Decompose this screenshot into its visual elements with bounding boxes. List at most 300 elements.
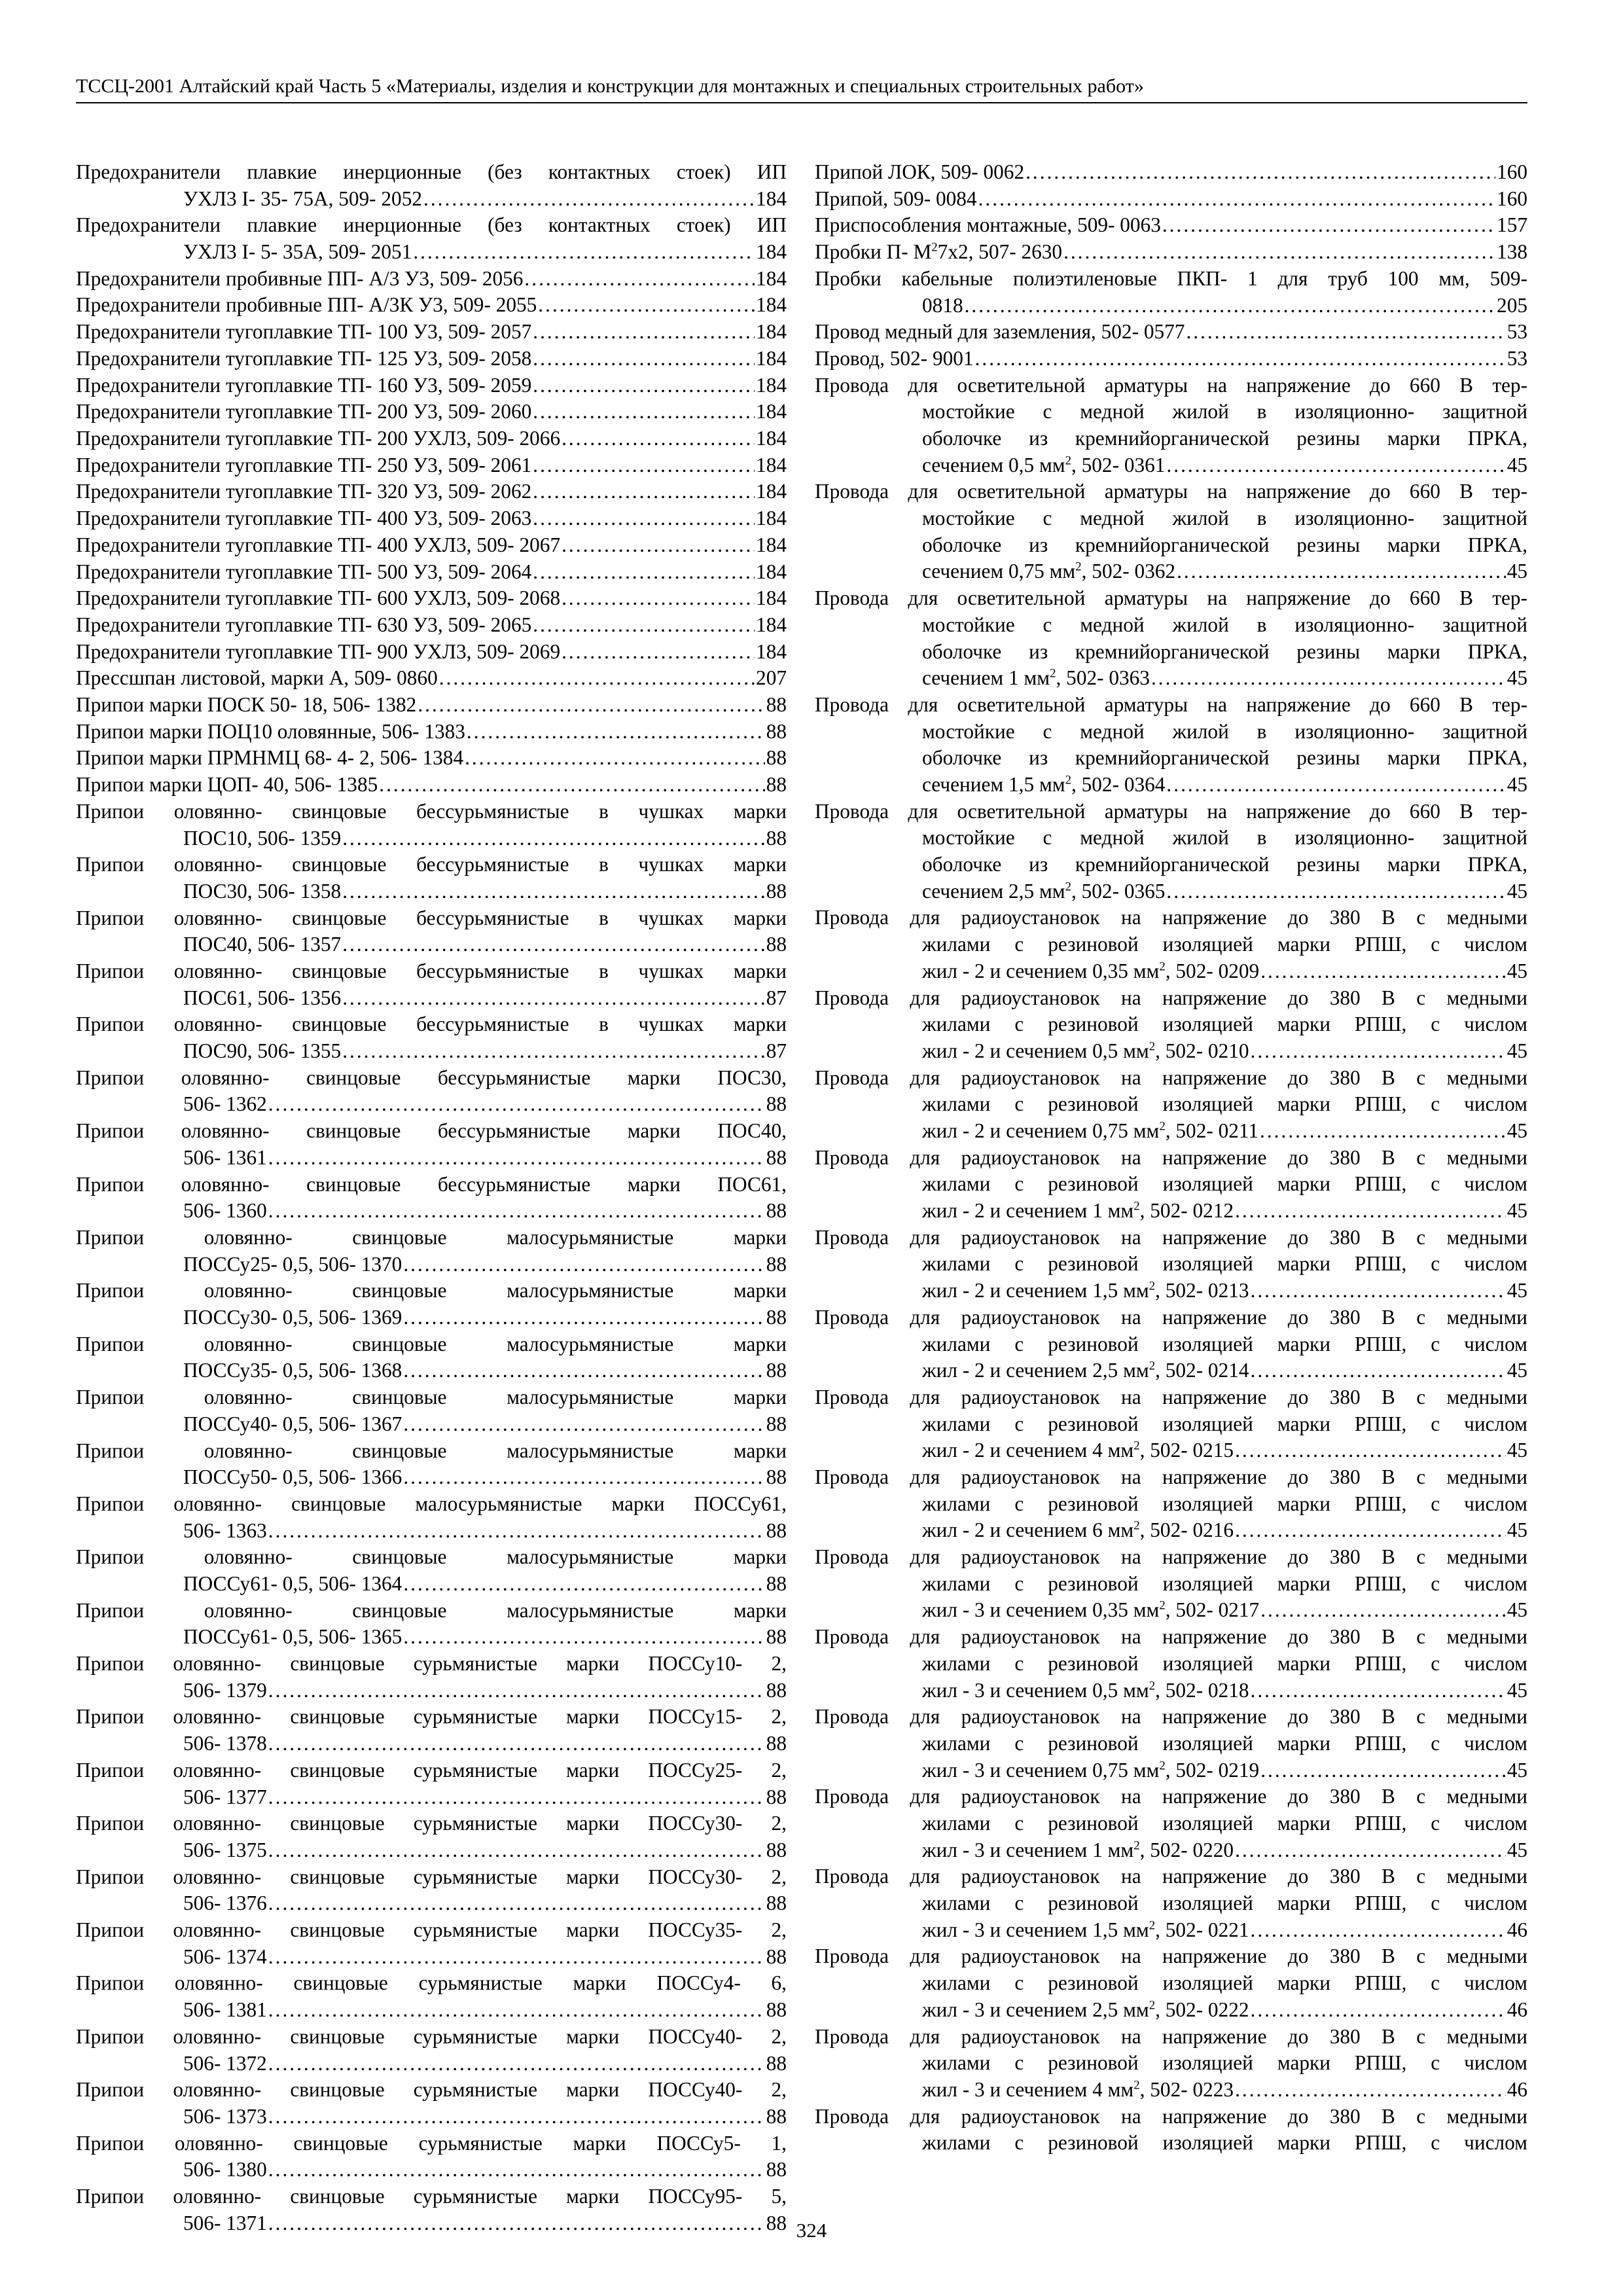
index-entry bbox=[76, 1651, 787, 1704]
index-entry-page: 88 bbox=[766, 1092, 787, 1116]
index-entry-page: 88 bbox=[766, 1625, 787, 1649]
index-entry bbox=[76, 266, 787, 293]
dot-leader bbox=[342, 931, 765, 958]
dot-leader bbox=[562, 425, 755, 452]
index-entry-page: 45 bbox=[1507, 772, 1527, 796]
index-entry-line: Припои оловянно- свинцовые малосурьмянистые марки bbox=[76, 1279, 787, 1302]
index-entry bbox=[815, 1624, 1527, 1704]
index-entry-text: Прессшпан листовой, марки А, 509- 0860 bbox=[76, 666, 438, 690]
index-entry-page: 88 bbox=[766, 1306, 787, 1329]
index-entry bbox=[76, 1491, 787, 1544]
index-entry-line: Провода для радиоустановок на напряжение до 380 В с медными bbox=[815, 1305, 1527, 1329]
index-entry-line: Припои оловянно- свинцовые малосурьмянистые марки bbox=[76, 1332, 787, 1355]
dot-leader bbox=[1186, 319, 1505, 346]
index-entry bbox=[815, 1863, 1527, 1943]
page-number: 324 bbox=[796, 2219, 827, 2242]
index-entry bbox=[815, 2024, 1527, 2104]
index-entry bbox=[76, 852, 787, 905]
index-entry bbox=[76, 1384, 787, 1437]
index-entry-page: 184 bbox=[756, 293, 787, 317]
index-entry bbox=[76, 585, 787, 612]
index-entry-text: 506- 1362 bbox=[183, 1092, 267, 1116]
index-entry-page: 88 bbox=[766, 773, 787, 797]
index-entry-page: 184 bbox=[756, 533, 787, 556]
dot-leader bbox=[1166, 878, 1505, 905]
index-entry bbox=[76, 159, 787, 212]
index-entry-line: Припои оловянно- свинцовые сурьмянистые марки ПОССу4- 6, bbox=[76, 1971, 787, 1995]
index-entry-text: ПОССу35- 0,5, 506- 1368 bbox=[183, 1359, 402, 1382]
index-entry-line: Провода для радиоустановок на напряжение до 380 В с медными bbox=[815, 2024, 1527, 2048]
index-entry-line: Пробки кабельные полиэтиленовые ПКП- 1 для труб 100 мм, 509- bbox=[815, 266, 1527, 290]
index-entry-text: жил - 2 и сечением 0,35 $мм^2$, 502- 0209 bbox=[922, 959, 1260, 982]
index-entry-page: 88 bbox=[766, 1199, 787, 1223]
dot-leader bbox=[418, 692, 764, 719]
index-entry-page: 184 bbox=[756, 480, 787, 503]
index-entry-line: Провода для осветительной арматуры на напряжение до 660 В тер- bbox=[815, 373, 1527, 397]
dot-leader bbox=[533, 559, 755, 586]
index-entry-page: 88 bbox=[766, 933, 787, 956]
index-entry bbox=[815, 346, 1527, 372]
index-entry-page: 45 bbox=[1507, 666, 1527, 690]
index-entry-line: Припои оловянно- свинцовые сурьмянистые марки ПОССу35- 2, bbox=[76, 1918, 787, 1942]
index-entry-text: Предохранители тугоплавкие ТП- 100 У3, 509- 2057 bbox=[76, 320, 532, 344]
index-entry-page: 184 bbox=[756, 453, 787, 476]
index-entry-line: жилами с резиновой изоляцией марки РПШ, с числом bbox=[922, 1172, 1527, 1196]
dot-leader bbox=[268, 2104, 765, 2130]
index-entry-page: 184 bbox=[756, 240, 787, 264]
index-entry bbox=[815, 319, 1527, 346]
index-entry bbox=[76, 1118, 787, 1171]
index-entry-line: Припои оловянно- свинцовые сурьмянистые марки ПОССу10- 2, bbox=[76, 1652, 787, 1676]
index-entry-text: 506- 1363 bbox=[183, 1518, 267, 1542]
index-entry-line: жилами с резиновой изоляцией марки РПШ, с числом bbox=[922, 1013, 1527, 1036]
index-entry-text: ПОССу61- 0,5, 506- 1365 bbox=[183, 1625, 402, 1649]
dot-leader bbox=[1235, 1198, 1506, 1225]
index-entry bbox=[76, 319, 787, 346]
index-entry-line: Припои оловянно- свинцовые бессурьмянистые в чушках марки bbox=[76, 960, 787, 983]
dot-leader bbox=[1251, 1278, 1506, 1304]
index-entry-page: 46 bbox=[1507, 2077, 1527, 2101]
index-entry bbox=[76, 559, 787, 586]
dot-leader bbox=[342, 878, 765, 905]
index-entry bbox=[815, 266, 1527, 319]
index-entry-line: Припои оловянно- свинцовые малосурьмянистые марки bbox=[76, 1225, 787, 1249]
dot-leader bbox=[562, 639, 755, 666]
index-entry-text: Приспособления монтажные, 509- 0063 bbox=[815, 213, 1161, 237]
index-entry-line: Припои оловянно- свинцовые сурьмянистые марки ПОССу40- 2, bbox=[76, 2078, 787, 2102]
index-entry-page: 88 bbox=[766, 2158, 787, 2181]
index-entry bbox=[76, 1544, 787, 1597]
index-entry-text: 506- 1361 bbox=[183, 1145, 267, 1169]
index-entry-text: Предохранители тугоплавкие ТП- 250 У3, 509- 2061 bbox=[76, 453, 532, 476]
index-entry bbox=[76, 2130, 787, 2183]
index-entry bbox=[815, 212, 1527, 239]
dot-leader bbox=[403, 1251, 764, 1278]
index-entry-page: 45 bbox=[1507, 453, 1527, 476]
dot-leader bbox=[1251, 1357, 1506, 1384]
dot-leader bbox=[1151, 665, 1506, 692]
index-entry-text: УХЛ3 I- 35- 75А, 509- 2052 bbox=[183, 187, 423, 210]
index-entry-page: 45 bbox=[1507, 1678, 1527, 1702]
index-entry-page: 184 bbox=[756, 266, 787, 290]
dot-leader bbox=[562, 532, 755, 559]
index-entry bbox=[76, 719, 787, 745]
index-entry-page: 88 bbox=[766, 826, 787, 850]
dot-leader bbox=[1063, 239, 1495, 266]
dot-leader bbox=[268, 2157, 765, 2183]
dot-leader bbox=[533, 346, 755, 372]
index-entry bbox=[76, 1011, 787, 1064]
index-entry-page: 184 bbox=[756, 427, 787, 450]
dot-leader bbox=[1235, 1437, 1506, 1464]
index-column-left bbox=[76, 159, 787, 2236]
index-entry-text: жил - 2 и сечением 2,5 $мм^2$, 502- 0214 bbox=[922, 1359, 1249, 1382]
dot-leader bbox=[1260, 1597, 1506, 1624]
index-entry-text: 506- 1373 bbox=[183, 2104, 267, 2128]
index-entry-text: ПОССу61- 0,5, 506- 1364 bbox=[183, 1572, 402, 1595]
dot-leader bbox=[268, 1890, 765, 1917]
index-entry-line: оболочке из кремнийорганической резины марки ПРКА, bbox=[922, 639, 1527, 663]
index-entry-line: оболочке из кремнийорганической резины марки ПРКА, bbox=[922, 746, 1527, 770]
index-entry-line: Предохранители плавкие инерционные (без контактных стоек) ИП bbox=[76, 160, 787, 183]
dot-leader bbox=[1251, 1997, 1506, 2024]
index-entry-line: мостойкие с медной жилой в изоляционно- защитной bbox=[922, 400, 1527, 423]
index-entry bbox=[76, 1172, 787, 1225]
index-entry-page: 88 bbox=[766, 746, 787, 770]
dot-leader bbox=[524, 266, 755, 293]
index-entry-text: Предохранители тугоплавкие ТП- 400 У3, 509- 2063 bbox=[76, 507, 532, 530]
index-entry-page: 88 bbox=[766, 1412, 787, 1435]
dot-leader bbox=[268, 1944, 765, 1971]
index-entry-page: 45 bbox=[1507, 1199, 1527, 1223]
dot-leader bbox=[268, 1837, 765, 1864]
index-entry-page: 88 bbox=[766, 2051, 787, 2075]
index-entry-text: 506- 1374 bbox=[183, 1945, 267, 1968]
dot-leader bbox=[268, 1997, 765, 2024]
index-entry bbox=[815, 1065, 1527, 1145]
dot-leader bbox=[1260, 1757, 1506, 1784]
index-entry-text: Предохранители тугоплавкие ТП- 900 УХЛ3, 509- 2069 bbox=[76, 639, 561, 663]
index-entry-line: Провода для радиоустановок на напряжение до 380 В с медными bbox=[815, 1625, 1527, 1649]
index-entry-line: Провода для осветительной арматуры на напряжение до 660 В тер- bbox=[815, 586, 1527, 610]
index-entry bbox=[76, 958, 787, 1011]
index-entry-text: 506- 1375 bbox=[183, 1838, 267, 1861]
index-entry bbox=[815, 692, 1527, 798]
index-entry-page: 88 bbox=[766, 1678, 787, 1702]
index-entry-text: Предохранители тугоплавкие ТП- 160 У3, 509- 2059 bbox=[76, 373, 532, 397]
index-entry bbox=[815, 1704, 1527, 1784]
index-entry-page: 184 bbox=[756, 560, 787, 583]
index-entry bbox=[76, 772, 787, 798]
index-entry-text: 506- 1378 bbox=[183, 1732, 267, 1755]
index-entry bbox=[76, 425, 787, 452]
index-entry-page: 88 bbox=[766, 1838, 787, 1861]
index-entry-page: 87 bbox=[766, 1039, 787, 1063]
dot-leader bbox=[403, 1357, 764, 1384]
index-entry-text: Припой ЛОК, 509- 0062 bbox=[815, 160, 1025, 183]
index-entry-page: 45 bbox=[1507, 1758, 1527, 1782]
index-entry bbox=[815, 1784, 1527, 1863]
index-entry-text: Припои марки ПРМНМЦ 68- 4- 2, 506- 1384 bbox=[76, 746, 464, 770]
index-entry-page: 45 bbox=[1507, 560, 1527, 583]
index-entry-page: 88 bbox=[766, 719, 787, 743]
index-entry bbox=[76, 798, 787, 852]
index-entry-page: 45 bbox=[1507, 1279, 1527, 1302]
index-entry-page: 184 bbox=[756, 400, 787, 423]
index-entry bbox=[815, 905, 1527, 984]
index-entry-text: жил - 3 и сечением 0,75 $мм^2$, 502- 0219 bbox=[922, 1758, 1260, 1782]
index-entry bbox=[815, 1145, 1527, 1225]
index-entry-page: 53 bbox=[1507, 320, 1527, 344]
index-entry-text: 506- 1381 bbox=[183, 1998, 267, 2022]
index-entry-text: Предохранители пробивные ПП- А/3К У3, 509- 2055 bbox=[76, 293, 537, 317]
dot-leader bbox=[965, 293, 1495, 319]
dot-leader bbox=[403, 1571, 764, 1598]
index-entry-line: жилами с резиновой изоляцией марки РПШ, с числом bbox=[922, 1092, 1527, 1116]
index-entry-page: 88 bbox=[766, 2104, 787, 2128]
index-entry-line: оболочке из кремнийорганической резины марки ПРКА, bbox=[922, 533, 1527, 556]
index-entry bbox=[76, 612, 787, 639]
index-entry bbox=[815, 1464, 1527, 1544]
index-entry-text: Предохранители тугоплавкие ТП- 200 У3, 509- 2060 bbox=[76, 400, 532, 423]
dot-leader bbox=[1235, 2077, 1506, 2104]
running-header: ТССЦ-2001 Алтайский край Часть 5 «Материалы, изделия и конструкции для монтажных и специальных строительных работ» bbox=[76, 73, 1527, 103]
index-entry-page: 184 bbox=[756, 346, 787, 370]
index-entry-line: Припои оловянно- свинцовые сурьмянистые марки ПОССу95- 5, bbox=[76, 2185, 787, 2208]
index-entry bbox=[76, 292, 787, 319]
dot-leader bbox=[533, 399, 755, 425]
index-entry-page: 87 bbox=[766, 986, 787, 1009]
index-entry bbox=[76, 1278, 787, 1331]
index-entry-page: 88 bbox=[766, 879, 787, 903]
dot-leader bbox=[533, 319, 755, 346]
dot-leader bbox=[1026, 159, 1495, 186]
index-entry-line: жилами с резиновой изоляцией марки РПШ, с числом bbox=[922, 1971, 1527, 1995]
index-entry-text: сечением 1,5 $мм^2$, 502- 0364 bbox=[922, 772, 1166, 796]
index-entry-text: Предохранители тугоплавкие ТП- 200 УХЛ3, 509- 2066 bbox=[76, 427, 561, 450]
index-entry-line: жилами с резиновой изоляцией марки РПШ, с числом bbox=[922, 1412, 1527, 1435]
index-entry-text: Припои марки ЦОП- 40, 506- 1385 bbox=[76, 773, 378, 797]
index-entry-page: 88 bbox=[766, 693, 787, 717]
index-entry-line: Припои оловянно- свинцовые малосурьмянистые марки bbox=[76, 1386, 787, 1409]
index-entry-page: 45 bbox=[1507, 1039, 1527, 1062]
index-entry-page: 184 bbox=[756, 320, 787, 344]
index-entry bbox=[815, 585, 1527, 692]
index-entry bbox=[76, 745, 787, 772]
index-entry-text: Провод, 502- 9001 bbox=[815, 346, 974, 370]
index-entry bbox=[76, 1438, 787, 1491]
index-entry-line: Припои оловянно- свинцовые малосурьмянистые марки bbox=[76, 1598, 787, 1622]
index-entry bbox=[815, 1544, 1527, 1624]
dot-leader bbox=[533, 505, 755, 532]
index-entry-page: 45 bbox=[1507, 879, 1527, 903]
dot-leader bbox=[1162, 212, 1495, 239]
index-entry-page: 46 bbox=[1507, 1918, 1527, 1941]
index-entry-line: Провода для радиоустановок на напряжение до 380 В с медными bbox=[815, 1545, 1527, 1569]
dot-leader bbox=[403, 1411, 764, 1438]
index-entry-text: Предохранители тугоплавкие ТП- 320 У3, 509- 2062 bbox=[76, 480, 532, 503]
dot-leader bbox=[1166, 452, 1505, 479]
index-entry-line: Припои оловянно- свинцовые бессурьмянистые в чушках марки bbox=[76, 906, 787, 929]
dot-leader bbox=[268, 1091, 765, 1118]
index-entry-line: Провода для осветительной арматуры на напряжение до 660 В тер- bbox=[815, 480, 1527, 503]
index-entry bbox=[815, 1304, 1527, 1384]
index-entry bbox=[815, 478, 1527, 585]
index-entry-text: 0818 bbox=[922, 293, 963, 317]
index-entry-text: Предохранители тугоплавкие ТП- 125 У3, 509- 2058 bbox=[76, 346, 532, 370]
index-entry-text: Предохранители тугоплавкие ТП- 600 УХЛ3, 509- 2068 bbox=[76, 586, 561, 610]
index-entry bbox=[815, 159, 1527, 186]
index-entry-page: 88 bbox=[766, 1359, 787, 1382]
index-entry-page: 184 bbox=[756, 373, 787, 397]
index-entry-page: 45 bbox=[1507, 1359, 1527, 1382]
dot-leader bbox=[413, 239, 755, 266]
dot-leader bbox=[342, 985, 765, 1012]
index-entry-line: Провода для радиоустановок на напряжение до 380 В с медными bbox=[815, 986, 1527, 1009]
index-entry-line: жилами с резиновой изоляцией марки РПШ, с числом bbox=[922, 1252, 1527, 1276]
index-entry bbox=[815, 186, 1527, 213]
index-entry bbox=[76, 1810, 787, 1863]
dot-leader bbox=[268, 1677, 765, 1704]
index-entry bbox=[815, 985, 1527, 1065]
index-entry-text: жил - 3 и сечением 1,5 $мм^2$, 502- 0221 bbox=[922, 1918, 1249, 1941]
index-entry-text: жил - 3 и сечением 0,35 $мм^2$, 502- 0217 bbox=[922, 1598, 1260, 1622]
index-entry-text: ПОССу25- 0,5, 506- 1370 bbox=[183, 1252, 402, 1276]
index-entry-text: ПОС90, 506- 1355 bbox=[183, 1039, 342, 1063]
index-entry bbox=[815, 798, 1527, 905]
dot-leader bbox=[268, 1518, 765, 1545]
index-entry-text: сечением 0,5 $мм^2$, 502- 0361 bbox=[922, 453, 1166, 476]
index-entry-text: жил - 3 и сечением 4 $мм^2$, 502- 0223 bbox=[922, 2077, 1234, 2101]
index-entry bbox=[76, 1864, 787, 1917]
index-entry-page: 53 bbox=[1507, 346, 1527, 370]
index-entry-text: ПОССу30- 0,5, 506- 1369 bbox=[183, 1306, 402, 1329]
index-entry-page: 88 bbox=[766, 1892, 787, 1915]
index-entry-text: жил - 2 и сечением 4 $мм^2$, 502- 0215 bbox=[922, 1439, 1234, 1462]
index-entry-line: мостойкие с медной жилой в изоляционно- защитной bbox=[922, 507, 1527, 530]
dot-leader bbox=[1166, 772, 1505, 798]
index-entry-page: 184 bbox=[756, 187, 787, 210]
index-entry bbox=[815, 1384, 1527, 1464]
index-entry-line: Провода для радиоустановок на напряжение до 380 В с медными bbox=[815, 906, 1527, 929]
index-entry-line: мостойкие с медной жилой в изоляционно- защитной bbox=[922, 719, 1527, 743]
index-entry-page: 88 bbox=[766, 1732, 787, 1755]
dot-leader bbox=[439, 665, 755, 692]
index-entry-line: Провода для радиоустановок на напряжение до 380 В с медными bbox=[815, 1225, 1527, 1249]
dot-leader bbox=[403, 1304, 764, 1331]
index-entry-line: Провода для радиоустановок на напряжение до 380 В с медными bbox=[815, 1465, 1527, 1488]
index-entry-text: 506- 1360 bbox=[183, 1199, 267, 1223]
dot-leader bbox=[1260, 1118, 1506, 1145]
dot-leader bbox=[533, 372, 755, 399]
index-entry-line: жилами с резиновой изоляцией марки РПШ, с числом bbox=[922, 1892, 1527, 1915]
index-entry-page: 45 bbox=[1507, 1598, 1527, 1622]
index-entry-page: 88 bbox=[766, 1145, 787, 1169]
dot-leader bbox=[1260, 958, 1506, 985]
index-entry bbox=[76, 2024, 787, 2077]
dot-leader bbox=[562, 585, 755, 612]
index-entry bbox=[815, 1943, 1527, 2023]
index-entry-line: жилами с резиновой изоляцией марки РПШ, с числом bbox=[922, 2131, 1527, 2155]
dot-leader bbox=[533, 452, 755, 479]
index-entry-line: жилами с резиновой изоляцией марки РПШ, с числом bbox=[922, 1651, 1527, 1675]
index-entry-line: жилами с резиновой изоляцией марки РПШ, с числом bbox=[922, 1332, 1527, 1355]
index-entry-page: 184 bbox=[756, 639, 787, 663]
dot-leader bbox=[423, 186, 755, 213]
index-entry-page: 138 bbox=[1497, 240, 1527, 264]
index-entry bbox=[76, 346, 787, 372]
index-entry bbox=[815, 1225, 1527, 1304]
index-entry-line: Припои оловянно- свинцовые сурьмянистые марки ПОССу15- 2, bbox=[76, 1705, 787, 1729]
index-entry-text: 506- 1372 bbox=[183, 2051, 267, 2075]
index-entry-line: Припои оловянно- свинцовые бессурьмянистые марки ПОС40, bbox=[76, 1119, 787, 1143]
index-entry-text: сечением 1 $мм^2$, 502- 0363 bbox=[922, 666, 1150, 690]
index-entry-page: 207 bbox=[756, 666, 787, 690]
index-entry bbox=[76, 1065, 787, 1118]
index-entry-page: 160 bbox=[1497, 160, 1527, 183]
index-entry-line: Припои оловянно- свинцовые сурьмянистые марки ПОССу25- 2, bbox=[76, 1758, 787, 1782]
index-entry-text: жил - 2 и сечением 1 $мм^2$, 502- 0212 bbox=[922, 1199, 1234, 1223]
index-entry-line: Припои оловянно- свинцовые малосурьмянистые марки ПОССу61, bbox=[76, 1492, 787, 1515]
index-entry-text: Припой, 509- 0084 bbox=[815, 187, 977, 210]
index-entry bbox=[815, 239, 1527, 266]
index-entry-page: 88 bbox=[766, 1518, 787, 1542]
index-entry bbox=[76, 1225, 787, 1278]
index-entry bbox=[76, 532, 787, 559]
dot-leader bbox=[1251, 1677, 1506, 1704]
index-entry-page: 88 bbox=[766, 1572, 787, 1595]
index-entry-text: УХЛ3 I- 5- 35А, 509- 2051 bbox=[183, 240, 412, 264]
index-entry-text: жил - 2 и сечением 6 $мм^2$, 502- 0216 bbox=[922, 1518, 1234, 1542]
index-entry-line: жилами с резиновой изоляцией марки РПШ, с числом bbox=[922, 1571, 1527, 1595]
index-entry bbox=[76, 399, 787, 425]
index-entry-text: жил - 2 и сечением 1,5 $мм^2$, 502- 0213 bbox=[922, 1279, 1249, 1302]
dot-leader bbox=[403, 1464, 764, 1491]
dot-leader bbox=[268, 2051, 765, 2077]
index-entry-line: жилами с резиновой изоляцией марки РПШ, с числом bbox=[922, 1731, 1527, 1755]
index-entry-page: 45 bbox=[1507, 1439, 1527, 1462]
index-entry-line: Провода для радиоустановок на напряжение до 380 В с медными bbox=[815, 1705, 1527, 1729]
index-entry-text: сечением 2,5 $мм^2$, 502- 0365 bbox=[922, 879, 1166, 903]
dot-leader bbox=[1235, 1837, 1506, 1864]
index-entry-line: Провода для радиоустановок на напряжение до 380 В с медными bbox=[815, 2104, 1527, 2128]
index-entry-text: Предохранители пробивные ПП- А/3 У3, 509- 2056 bbox=[76, 266, 524, 290]
index-entry-line: Припои оловянно- свинцовые бессурьмянистые в чушках марки bbox=[76, 1013, 787, 1036]
index-entry-text: ПОС30, 506- 1358 bbox=[183, 879, 342, 903]
index-entry-page: 46 bbox=[1507, 1998, 1527, 2021]
index-entry-page: 88 bbox=[766, 1998, 787, 2022]
index-entry-text: 506- 1379 bbox=[183, 1678, 267, 1702]
index-entry-line: Припои оловянно- свинцовые сурьмянистые марки ПОССу30- 2, bbox=[76, 1812, 787, 1835]
index-entry-page: 88 bbox=[766, 1945, 787, 1968]
index-entry-line: Провода для радиоустановок на напряжение до 380 В с медными bbox=[815, 1865, 1527, 1888]
index-entry-page: 45 bbox=[1507, 1119, 1527, 1142]
dot-leader bbox=[1235, 1517, 1506, 1544]
index-entry-text: ПОС61, 506- 1356 bbox=[183, 986, 342, 1009]
index-entry-text: 506- 1380 bbox=[183, 2158, 267, 2181]
dot-leader bbox=[342, 825, 765, 852]
index-entry-line: Припои оловянно- свинцовые бессурьмянистые в чушках марки bbox=[76, 799, 787, 823]
index-entry-line: жилами с резиновой изоляцией марки РПШ, с числом bbox=[922, 2051, 1527, 2075]
index-entry bbox=[76, 1704, 787, 1757]
dot-leader bbox=[268, 1784, 765, 1811]
index-entry-text: жил - 3 и сечением 2,5 $мм^2$, 502- 0222 bbox=[922, 1998, 1249, 2021]
dot-leader bbox=[268, 1145, 765, 1172]
index-entry-line: Предохранители плавкие инерционные (без контактных стоек) ИП bbox=[76, 213, 787, 237]
index-entry-page: 88 bbox=[766, 1465, 787, 1489]
index-entry bbox=[76, 665, 787, 692]
index-entry bbox=[76, 905, 787, 958]
